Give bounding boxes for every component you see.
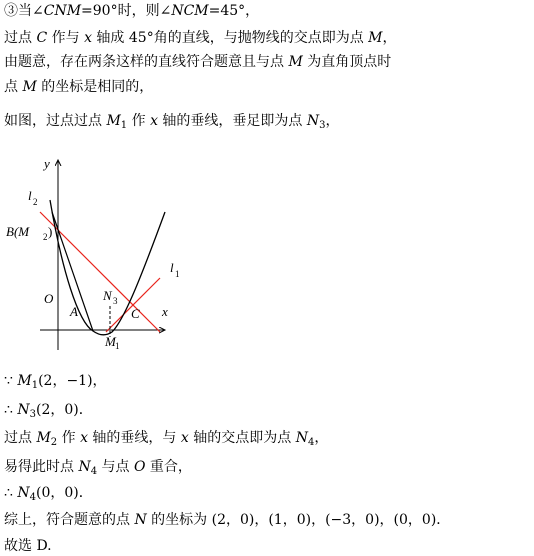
text-line-4	[4, 77, 153, 97]
math-var: N	[78, 459, 91, 475]
m1-subscript: 1	[115, 341, 120, 350]
text-line-3	[4, 52, 391, 72]
subscript: 4	[29, 492, 36, 503]
text-fragment: (2，−1)，	[38, 373, 107, 389]
text-fragment: 轴的垂线，与	[87, 430, 181, 446]
b-subscript: 2	[43, 232, 48, 242]
math-var: N	[17, 485, 30, 501]
text-fragment: ∴	[4, 402, 18, 418]
text-line-7	[4, 400, 93, 420]
text-fragment: 作	[57, 430, 81, 446]
math-var: M	[36, 430, 51, 446]
text-fragment: (2，0)．	[35, 402, 93, 418]
text-fragment: 点	[4, 79, 23, 95]
text-fragment: 作	[127, 113, 151, 129]
text-fragment: 轴的交点即为点	[188, 430, 296, 446]
math-var: x	[150, 113, 158, 129]
text-fragment: 过点	[4, 30, 37, 46]
text-fragment: 为直角顶点时	[302, 54, 392, 70]
l1-label: l	[170, 260, 174, 275]
text-fragment: 重合，	[145, 459, 192, 475]
subscript: 2	[50, 437, 58, 448]
x-axis-label: x	[162, 304, 168, 319]
math-var: x	[80, 430, 88, 446]
text-fragment: 轴成 45°角的直线，与抛物线的交点即为点	[91, 30, 369, 46]
math-var: N	[134, 512, 147, 528]
subscript: 1	[31, 380, 39, 391]
text-fragment: ，	[314, 430, 329, 446]
text-fragment: 由题意，存在两条这样的直线符合题意且与点	[4, 54, 289, 70]
math-var: M	[22, 79, 37, 95]
text-fragment: ，	[382, 30, 397, 46]
subscript: 4	[307, 437, 315, 448]
subscript: 1	[120, 120, 128, 131]
text-line-12	[4, 536, 52, 556]
n3-label: N	[103, 288, 112, 303]
math-var: CNM	[43, 3, 82, 19]
text-fragment: 的坐标为 (2，0)，(1，0)，(−3，0)，(0，0)．	[146, 512, 451, 528]
text-line-5	[4, 111, 340, 131]
text-line-11	[4, 510, 450, 530]
text-fragment: 的坐标是相同的，	[36, 79, 154, 95]
l2-label: l	[28, 188, 32, 203]
text-line-1	[4, 1, 259, 21]
n3-subscript: 3	[113, 296, 118, 306]
math-var: M	[106, 113, 121, 129]
parabola-curve	[50, 200, 165, 335]
math-var: NCM	[171, 3, 209, 19]
text-fragment: 与点	[97, 459, 134, 475]
a-label: A	[70, 304, 78, 319]
math-var: O	[133, 459, 146, 475]
math-var: x	[180, 430, 189, 446]
text-fragment: ，	[325, 113, 340, 129]
subscript: 3	[29, 409, 36, 420]
l1-subscript: 1	[175, 269, 180, 279]
text-fragment: =45°，	[208, 3, 260, 19]
text-line-9	[4, 457, 192, 477]
parabola-figure	[0, 150, 190, 350]
text-fragment: ∴	[4, 485, 18, 501]
math-var: C	[36, 30, 48, 46]
text-fragment: (0，0)．	[35, 485, 93, 501]
text-line-2	[4, 28, 397, 48]
math-var: N	[17, 402, 30, 418]
math-var: M	[17, 373, 32, 389]
y-axis-label: y	[44, 156, 50, 171]
text-line-6	[4, 371, 107, 391]
text-line-10	[4, 483, 93, 503]
text-fragment: 综上，符合题意的点	[4, 512, 135, 528]
text-fragment: 轴的垂线，垂足即为点	[157, 113, 307, 129]
text-line-8	[4, 428, 328, 448]
o-label: O	[44, 291, 54, 306]
m1-label: M	[105, 334, 116, 349]
subscript: 4	[90, 466, 98, 477]
text-fragment: ∵	[4, 373, 18, 389]
text-fragment: 作与	[47, 30, 85, 46]
math-var: N	[295, 430, 308, 446]
subscript: 3	[319, 120, 326, 131]
math-var: M	[288, 54, 303, 70]
text-fragment: 过点	[4, 430, 37, 446]
b-close: )	[48, 224, 53, 239]
text-fragment: =90°时，则∠	[81, 3, 172, 19]
math-var: M	[368, 30, 383, 46]
text-fragment: 故选 D.	[4, 538, 52, 554]
text-fragment: ③当∠	[4, 3, 44, 19]
b-label: B(M	[6, 224, 30, 239]
c-label: C	[131, 306, 140, 321]
math-var: N	[306, 113, 320, 129]
math-var: x	[84, 30, 92, 46]
text-fragment: 易得此时点	[4, 459, 79, 475]
text-fragment: 如图，过点过点	[4, 113, 107, 129]
l2-subscript: 2	[33, 197, 38, 207]
